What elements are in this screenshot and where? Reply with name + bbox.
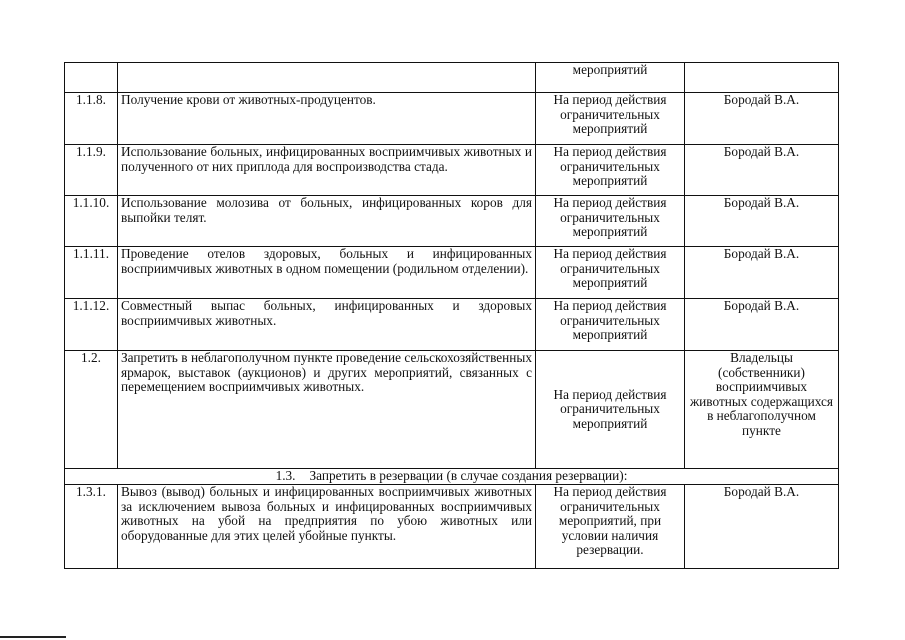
measure-period: На период действия ограничительных мероприятий, при условии наличия резервации. — [536, 485, 685, 569]
section-title: Запретить в резервации (в случае создания резервации): — [309, 468, 628, 483]
measure-period: На период действия ограничительных мероприятий — [536, 299, 685, 351]
responsible-person — [685, 63, 839, 93]
responsible-person: Бородай В.А. — [685, 93, 839, 145]
measure-period: На период действия ограничительных мероприятий — [536, 247, 685, 299]
table-row — [65, 247, 839, 299]
page-edge-line — [0, 636, 66, 638]
table-row — [65, 63, 839, 93]
table-row — [65, 145, 839, 196]
section-number: 1.3. — [275, 468, 296, 483]
measure-period: На период действия ограничительных мероприятий — [536, 196, 685, 247]
measure-description: Запретить в неблагополучном пункте проведение сельскохозяйственных ярмарок, выставок (аукционов) и других мероприятий, связанных с перемещением восприимчивых животных. — [118, 351, 536, 469]
responsible-person: Бородай В.А. — [685, 247, 839, 299]
row-number: 1.1.11. — [65, 247, 118, 299]
measure-description: Совместный выпас больных, инфицированных и здоровых восприимчивых животных. — [118, 299, 536, 351]
row-number: 1.1.9. — [65, 145, 118, 196]
responsible-person: Бородай В.А. — [685, 145, 839, 196]
row-number: 1.1.10. — [65, 196, 118, 247]
measures-table — [64, 62, 839, 569]
measure-description: Проведение отелов здоровых, больных и инфицированных восприимчивых животных в одном помещении (родильном отделении). — [118, 247, 536, 299]
measure-description: Вывоз (вывод) больных и инфицированных восприимчивых животных за исключением вывоза больных и инфицированных восприимчивых животных на убой на предприятия по убою животных или оборудованные для этих целей убойные пункты. — [118, 485, 536, 569]
responsible-person: Бородай В.А. — [685, 196, 839, 247]
measure-description — [118, 63, 536, 93]
responsible-person: Бородай В.А. — [685, 299, 839, 351]
row-number: 1.3.1. — [65, 485, 118, 569]
row-number — [65, 63, 118, 93]
measure-description: Получение крови от животных-продуцентов. — [118, 93, 536, 145]
row-number: 1.1.8. — [65, 93, 118, 145]
table-row — [65, 196, 839, 247]
responsible-person: Бородай В.А. — [685, 485, 839, 569]
responsible-person: Владельцы (собственники) восприимчивых животных содержащихся в неблагополучном пункте — [685, 351, 839, 469]
section-row — [65, 469, 839, 485]
row-number: 1.1.12. — [65, 299, 118, 351]
row-number: 1.2. — [65, 351, 118, 469]
table-row — [65, 485, 839, 569]
measure-period: На период действия ограничительных мероприятий — [536, 145, 685, 196]
measure-period: На период действия ограничительных мероприятий — [536, 93, 685, 145]
table-row — [65, 299, 839, 351]
table-row — [65, 351, 839, 469]
table-row — [65, 93, 839, 145]
measure-period: На период действия ограничительных мероприятий — [536, 351, 685, 469]
measure-description: Использование молозива от больных, инфицированных коров для выпойки телят. — [118, 196, 536, 247]
section-heading — [65, 469, 839, 485]
measure-description: Использование больных, инфицированных восприимчивых животных и полученного от них приплода для воспроизводства стада. — [118, 145, 536, 196]
measure-period: мероприятий — [536, 63, 685, 93]
